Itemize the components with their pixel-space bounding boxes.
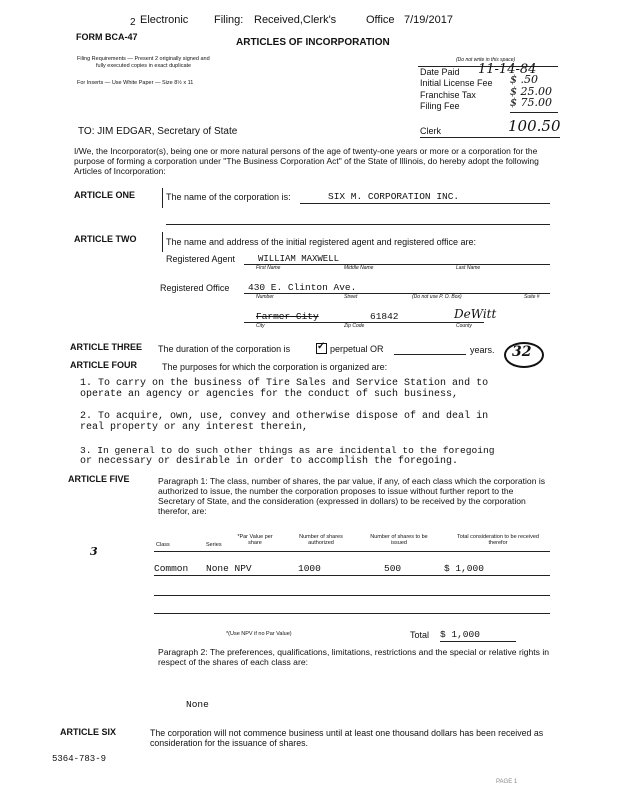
- perpetual-text: perpetual OR: [330, 344, 384, 354]
- franchise-tax-label: Franchise Tax: [420, 90, 476, 100]
- article-one-bracket: [162, 188, 163, 208]
- article-one-text: The name of the corporation is:: [166, 192, 291, 202]
- npv-note: *(Use NPV if no Par Value): [226, 631, 292, 637]
- article-five-paragraph-1: Paragraph 1: The class, number of shares, the par value, if any, of each class which the corporation is authorized to issue, the number the corporation proposes to issue without further report to the Secretary of State, and the consideration (expressed in dollars) to be received by the corporation therefor, are:: [158, 476, 546, 516]
- registered-office-line: [244, 293, 550, 294]
- registered-office-value: 430 E. Clinton Ave.: [248, 282, 357, 293]
- addressee: TO: JIM EDGAR, Secretary of State: [78, 126, 238, 137]
- form-number: FORM BCA-47: [76, 32, 138, 42]
- date-paid-value: 11-14-84: [478, 62, 537, 77]
- share-class-value: Common: [154, 563, 189, 574]
- zip-caption: Zip Code: [344, 323, 365, 329]
- clerk-line: [420, 137, 560, 138]
- share-par-value: None NPV: [206, 563, 252, 574]
- article-two-text: The name and address of the initial registered agent and registered office are:: [166, 237, 477, 247]
- registered-agent-line: [244, 264, 550, 265]
- perpetual-check-mark: ✓: [317, 341, 326, 352]
- clerk-value: 100.50: [508, 117, 561, 135]
- for-inserts: For Inserts — Use White Paper — Size 8½ x 11: [77, 80, 194, 86]
- article-one-extra-line: [166, 224, 550, 225]
- article-five-label: ARTICLE FIVE: [68, 474, 130, 484]
- office-use-note: (Do not write in this space): [456, 57, 516, 63]
- city-value: Farmer City: [256, 311, 319, 322]
- purpose-1-line-2: operate an agency or agencies for the conduct of such business,: [80, 389, 459, 400]
- paragraph-2-none: None: [186, 699, 209, 710]
- col-par-header: *Par Value per share: [237, 534, 273, 547]
- shares-issued-value: 500: [384, 563, 402, 574]
- shares-authorized-value: 1000: [298, 563, 321, 574]
- number-caption: Number: [256, 294, 274, 300]
- years-line: [394, 354, 466, 355]
- purpose-2-line-1: 2. To acquire, own, use, convey and otherwise dispose of and deal in: [80, 411, 489, 422]
- filing-requirements-1: Filing Requirements — Present 2 originally signed and: [77, 56, 210, 62]
- total-line: [440, 641, 516, 642]
- margin-document-number: [0, 398, 2, 520]
- article-four-text: The purposes for which the corporation is organized are:: [162, 362, 388, 372]
- purpose-2-line-2: real property or any interest therein,: [80, 422, 309, 433]
- purpose-1-line-1: 1. To carry on the business of Tire Sales and Service Station and to: [80, 378, 489, 389]
- article-three-text: The duration of the corporation is: [158, 344, 291, 354]
- registered-agent-label: Registered Agent: [166, 254, 236, 264]
- form-title: ARTICLES OF INCORPORATION: [236, 37, 390, 48]
- street-caption: Street: [344, 294, 358, 300]
- filing-requirements-2: fully executed copies in exact duplicate: [96, 63, 192, 69]
- col-series-header: Series: [206, 542, 222, 548]
- stamp-filing: Filing:: [214, 14, 244, 26]
- corporation-name: SIX M. CORPORATION INC.: [328, 191, 460, 202]
- stamp-date: 7/19/2017: [404, 14, 453, 26]
- last-name-caption: Last Name: [456, 265, 481, 271]
- city-line: [244, 322, 484, 323]
- filing-fee-underline: [510, 112, 558, 113]
- initial-fee-label: Initial License Fee: [420, 78, 493, 88]
- stamp-office: Office: [366, 14, 395, 26]
- article-six-label: ARTICLE SIX: [60, 727, 117, 737]
- clerk-label: Clerk: [420, 126, 442, 136]
- total-label: Total: [410, 630, 430, 640]
- purpose-3-line-2: or necessary or desirable in order to accomplish the foregoing.: [80, 456, 459, 467]
- article-four-label: ARTICLE FOUR: [70, 360, 137, 370]
- col-issued-header: Number of shares to be issued: [370, 534, 428, 547]
- purpose-3-line-1: 3. In general to do such other things as are incidental to the foregoing: [80, 445, 495, 456]
- years-text: years.: [470, 345, 495, 355]
- share-row-1-line: [154, 575, 550, 576]
- stamp-received: Received,Clerk's: [254, 14, 337, 26]
- registered-agent-value: WILLIAM MAXWELL: [258, 254, 340, 264]
- date-paid-label: Date Paid: [420, 67, 460, 77]
- total-value: $ 1,000: [440, 629, 480, 640]
- footer-mark: PAGE 1: [496, 779, 518, 785]
- circled-number-text: 32: [512, 344, 532, 360]
- stamp-mark: 2: [130, 17, 136, 28]
- total-consideration-value: $ 1,000: [444, 563, 484, 574]
- share-row-3-line: [154, 613, 550, 614]
- article-five-paragraph-2: Paragraph 2: The preferences, qualifications, limitations, restrictions and the special or relative rights in respect of the shares of each class are:: [158, 647, 550, 667]
- share-table-header-line: [154, 551, 550, 552]
- filing-fee-value: $ 75.00: [510, 96, 552, 109]
- stamp-electronic: Electronic: [140, 14, 189, 26]
- col-class-header: Class: [156, 542, 170, 548]
- col-total-header: Total consideration to be received therefor: [457, 534, 539, 547]
- first-name-caption: First Name: [256, 265, 281, 271]
- filing-fee-label: Filing Fee: [420, 101, 460, 111]
- corporation-name-line: [300, 203, 550, 204]
- registered-office-label: Registered Office: [160, 283, 230, 293]
- share-row-2-line: [154, 595, 550, 596]
- article-two-bracket: [162, 232, 163, 252]
- suite-caption: Suite #: [524, 294, 540, 300]
- document-number: 5364-783-9: [52, 754, 107, 764]
- col-authorized-header: Number of shares authorized: [299, 534, 343, 547]
- county-value: DeWitt: [454, 307, 497, 321]
- city-caption: City: [256, 323, 265, 329]
- article-two-label: ARTICLE TWO: [74, 234, 137, 244]
- article-six-text: The corporation will not commence business until at least one thousand dollars has been received as consideration for the issuance of shares.: [150, 728, 544, 749]
- franchise-tax-value: $ 25.00: [510, 85, 552, 98]
- article-one-label: ARTICLE ONE: [74, 190, 136, 200]
- article-three-label: ARTICLE THREE: [70, 342, 142, 352]
- county-caption: County: [456, 323, 472, 329]
- middle-name-caption: Middle Name: [344, 265, 374, 271]
- no-po-box-caption: (Do not use P. O. Box): [412, 294, 462, 300]
- initial-fee-value: $ .50: [510, 73, 538, 86]
- zip-value: 61842: [370, 311, 399, 322]
- margin-number: 3: [90, 545, 98, 558]
- intro-paragraph: I/We, the Incorporator(s), being one or more natural persons of the age of twenty-one years or more or a corporation for the purpose of forming a corporation under "The Business Corporation Act" of the State of Illinois, do hereby adopt the following Articles of Incorporation:: [74, 146, 539, 176]
